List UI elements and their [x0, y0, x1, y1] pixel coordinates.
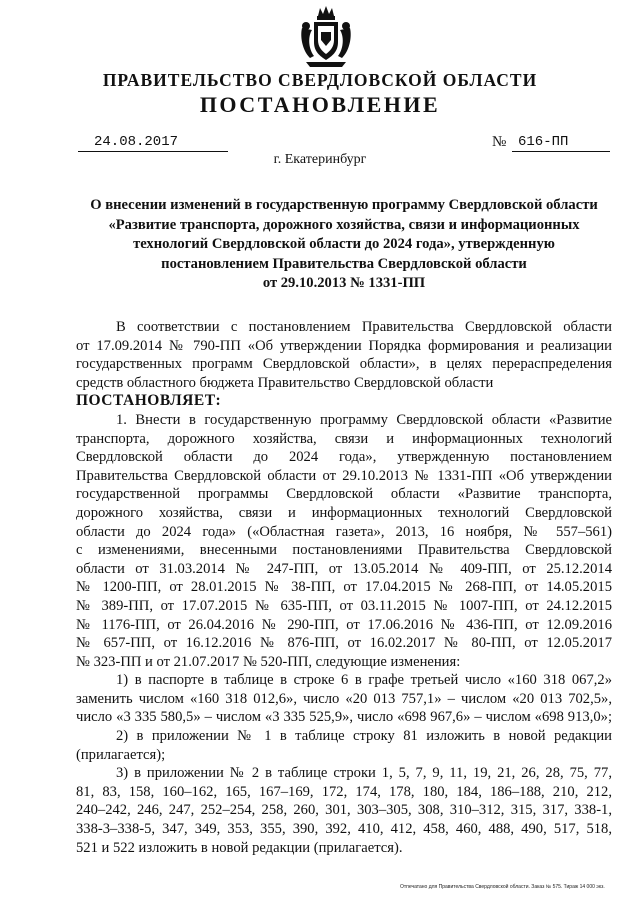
text-line: заменить числом «160 318 012,6», число «20 013 757,1» – числом «20 013 702,5», — [76, 690, 612, 707]
city: г. Екатеринбург — [273, 152, 367, 167]
print-footer: Отпечатано для Правительства Свердловской области. Заказ № 575. Тираж 14 000 экз. — [400, 884, 605, 890]
subject-line: технологий Свердловской области до 2024 года», утвержденную — [133, 236, 555, 252]
text-line: число «3 335 580,5» – числом «3 335 525,9», число «698 967,6» – числом «698 913,0»; — [76, 709, 612, 726]
subject-line: «Развитие транспорта, дорожного хозяйства, связи и информационных — [108, 216, 580, 233]
document-number: 616-ПП — [512, 133, 610, 152]
text-line: 338-3–338-5, 347, 349, 353, 355, 390, 392, 410, 412, 458, 460, 488, 490, 517, 518, — [76, 821, 612, 838]
text-line: от 17.09.2014 № 790-ПП «Об утверждении Порядка формирования и реализации — [76, 337, 612, 354]
document-body — [76, 318, 612, 857]
text-line: 81, 83, 158, 160–162, 165, 167–169, 172, 174, 178, 180, 184, 186–188, 210, 212, — [76, 783, 612, 800]
subject-line: постановлением Правительства Свердловской области — [161, 255, 527, 272]
number-label: № — [492, 134, 507, 150]
coat-of-arms-icon — [298, 6, 354, 68]
item-1-paragraph — [76, 411, 612, 671]
text-line: средств областного бюджета Правительство Свердловской области — [76, 374, 494, 391]
document-date: 24.08.2017 — [78, 133, 228, 152]
text-line: области до 2024 года» («Областная газета», 2013, 16 ноября, № 557–561) — [76, 523, 612, 540]
text-line: 521 и 522 изложить в новой редакции (прилагается). — [76, 839, 403, 856]
text-line: № 389-ПП, от 17.07.2015 № 635-ПП, от 03.11.2015 № 1007-ПП, от 24.12.2015 — [76, 597, 612, 614]
subject-line: О внесении изменений в государственную программу Свердловской области — [90, 197, 598, 213]
government-name: ПРАВИТЕЛЬСТВО СВЕРДЛОВСКОЙ ОБЛАСТИ — [102, 70, 538, 90]
text-line: № 657-ПП, от 16.12.2016 № 876-ПП, от 16.02.2017 № 80-ПП, от 12.05.2017 — [76, 635, 612, 652]
text-line: 2) в приложении № 1 в таблице строку 81 изложить в новой редакции — [116, 728, 612, 745]
subitem-2-paragraph — [76, 727, 612, 764]
text-line: области от 31.03.2014 № 247-ПП, от 13.05.2014 № 409-ПП, от 25.12.2014 — [76, 560, 612, 577]
document-type: ПОСТАНОВЛЕНИЕ — [199, 92, 441, 117]
subitem-3-paragraph — [76, 764, 612, 857]
document-subject — [76, 196, 612, 294]
text-line: Правительства Свердловской области от 29.10.2013 № 1331-ПП «Об утверждении — [76, 467, 612, 484]
text-line: 3) в приложении № 2 в таблице строки 1, 5, 7, 9, 11, 19, 21, 26, 28, 75, 77, — [116, 765, 612, 782]
text-line: В соответствии с постановлением Правительства Свердловской области — [116, 319, 612, 335]
text-line: транспорта, дорожного хозяйства, связи и информационных технологий — [76, 430, 612, 447]
text-line: государственных программ Свердловской области», в целях перераспределения — [76, 356, 612, 373]
subitem-1-paragraph — [76, 671, 612, 727]
text-line: 240–242, 246, 247, 252–254, 258, 260, 301, 303–305, 308, 310–312, 315, 317, 338-1, — [76, 802, 612, 819]
text-line: (прилагается); — [76, 746, 166, 763]
text-line: Свердловской области до 2024 года», утвержденную постановлением — [76, 449, 612, 466]
text-line: с изменениями, внесенными постановлениями Правительства Свердловской — [76, 542, 612, 559]
decree-word: ПОСТАНОВЛЯЕТ: — [76, 392, 222, 410]
text-line: дорожного хозяйства, связи и информационных технологий Свердловской — [76, 504, 612, 521]
text-line: № 1200-ПП, от 28.01.2015 № 38-ПП, от 17.04.2015 № 268-ПП, от 14.05.2015 — [76, 579, 612, 596]
text-line: 1) в паспорте в таблице в строке 6 в графе третьей число «160 318 067,2» — [116, 672, 612, 689]
subject-line: от 29.10.2013 № 1331-ПП — [262, 275, 426, 291]
text-line: № 1176-ПП, от 26.04.2016 № 290-ПП, от 17.06.2016 № 436-ПП, от 12.09.2016 — [76, 616, 612, 633]
text-line: 1. Внести в государственную программу Свердловской области «Развитие — [116, 411, 612, 428]
preamble-paragraph — [76, 318, 612, 392]
text-line: № 323-ПП и от 21.07.2017 № 520-ПП, следующие изменения: — [76, 653, 461, 670]
text-line: государственной программы Свердловской области «Развитие транспорта, — [76, 486, 612, 503]
